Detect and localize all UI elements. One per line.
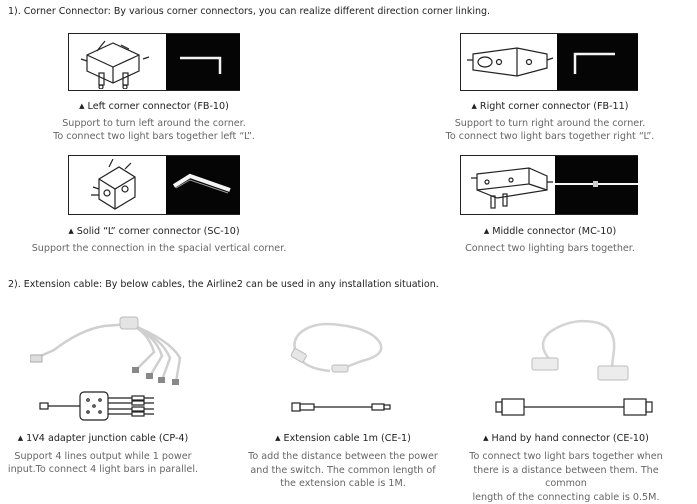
solid-l-corner-title: ▲ Solid “L” corner connector (SC-10) [68,226,240,237]
left-corner-desc: Support to turn left around the corner. To connect two light bars together left “L”. [53,118,255,142]
cp-4-title: ▲ 1V4 adapter junction cable (CP-4) [17,433,189,444]
solid-l-corner-desc: Support the connection in the spacial vertical corner. [31,243,287,254]
solid-l-corner-connector-drawing [85,159,157,213]
right-l-light-bar [557,34,638,90]
triangle-marker-icon: ▲ [68,227,74,235]
ce-1-desc: To add the distance between the power and the switch. The common length of the extension cable is 1M. [248,451,438,489]
section2-heading: 2). Extension cable: By below cables, the Airline2 can be used in any installation situation. [8,279,439,290]
middle-connector-desc: Connect two lighting bars together. [465,243,635,254]
triangle-marker-icon: ▲ [483,434,489,442]
middle-connector-panel [460,155,638,215]
triangle-marker-icon: ▲ [79,102,85,110]
solid-l-corner-connector-panel [68,155,240,215]
left-l-light-bar [166,34,240,90]
left-corner-title: ▲ Left corner connector (FB-10) [79,101,229,112]
right-corner-photo [557,34,638,90]
right-corner-connector-drawing [465,40,555,86]
left-corner-connector-panel [68,33,240,91]
triangle-marker-icon: ▲ [471,102,477,110]
right-corner-title: ▲ Right corner connector (FB-11) [471,101,629,112]
triangle-marker-icon: ▲ [17,434,24,442]
ce-1-title: ▲ Extension cable 1m (CE-1) [275,433,411,444]
cp-4-desc: Support 4 lines output while 1 power input.To connect 4 light bars in parallel. [7,451,199,475]
ce-10-desc: To connect two light bars together when there is a distance between them. The common length of the connecting cable is 0.5M. [469,451,663,503]
ce-1-cable-drawing [290,398,398,416]
solid-l-corner-photo [166,156,240,214]
ce-10-cable-drawing [490,395,660,419]
middle-connector-title: ▲ Middle connector (MC-10) [483,226,617,237]
straight-light-bar [555,156,638,214]
solid-l-light-bar [166,156,240,214]
ce-1-cable-photo [280,315,400,381]
right-corner-connector-panel [460,33,638,91]
middle-connector-photo [555,156,638,214]
ce-10-title: ▲ Hand by hand connector (CE-10) [483,433,649,444]
left-corner-photo [166,34,240,90]
right-corner-desc: Support to turn right around the corner. To connect two light bars together right “L”. [445,118,655,142]
left-corner-connector-drawing [77,37,157,89]
cp-4-cable-photo [30,308,200,388]
middle-connector-drawing [467,160,553,212]
ce-10-cable-photo [516,310,646,390]
triangle-marker-icon: ▲ [483,227,490,235]
section1-heading: 1). Corner Connector: By various corner connectors, you can realize different direction corner linking. [8,6,491,17]
triangle-marker-icon: ▲ [275,434,281,442]
cp-4-cable-drawing [36,389,196,423]
